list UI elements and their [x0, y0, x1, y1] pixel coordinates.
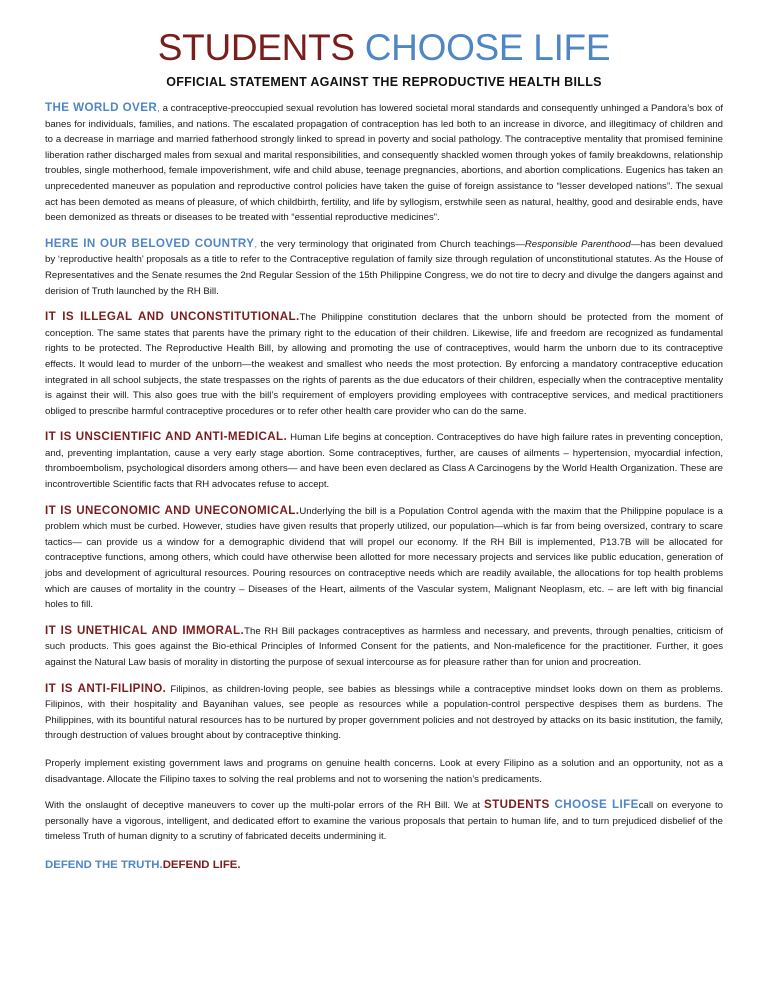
- final-slogan: [45, 859, 723, 871]
- paragraph-text: Filipinos, as children-loving people, see babies as blessings while a contraceptive mindset looks down on them as problems. Filipinos, with their hospitality and Bayanihan values, see people as resources while a population-control perspective despises them as burdens. The Philippines, with its bountiful natural resources has to be nurtured by proper government policies and not destroyed by attacks on its basic institution, the family, through destruction of values brought about by contraceptive thinking.: [45, 683, 723, 742]
- paragraph-text: The RH Bill packages contraceptives as harmless and necessary, and prevents, through penalties, criticism of such products. This goes against the Bio-ethical Principles of Informed Consent for the patients, and Non-maleficence for the practitioner. Further, it goes against the Natural Law basis of morality in distorting the purpose of sexual intercourse as for pleasure rather than for union and procreation.: [45, 625, 724, 668]
- paragraph-uneconomic: [45, 503, 723, 613]
- paragraph-text: —has been devalued by ‘reproductive health’ proposals as a title to refer to the Contraceptive regulation of family size through regulation of unconstitutional statutes. As the House of Representatives and the Senate resumes the 2nd Regular Session of the 15th Philippine Congress, we do not tire to decry and divulge the dangers against and derision of Truth launched by the RH Bill.: [45, 238, 723, 297]
- section-heading: IT IS ANTI-FILIPINO.: [45, 681, 167, 695]
- paragraph-text: a contraceptive-preoccupied sexual revolution has lowered societal moral standards and consequently unhinged a Pandora’s box of banes for individuals, families, and nations. The escalated propagation of contraception has led both to an increase in divorce, and illegitimacy of children and to a decrease in marriage and married fatherhood strongly linked to spread in poverty and social pathology. The contraceptive mentality that promised feminine liberation rather discharged males from sexual and marital responsibilities, and consequently shackled women through yokes of family breakdowns, relationship troubles, single motherhood, female impoverishment, wife and child abuse, teenage pregnancies, abortions, and abortion complications. Eugenics has taken an unprecedented maneuver as population and reproductive control policies have taken the guise of foreign assistance to “lesser developed nations”. The sexual act has been demoted as means of pleasure, of which childbirth, fertility, and life by syllogism, erstwhile seen as natural, healthy, good and desirable ends, have been demonized as threats or diseases to be treated with “essential reproductive medicines”.: [45, 103, 723, 224]
- document-page: [45, 28, 723, 882]
- paragraph-closing-1: Properly implement existing government laws and programs on genuine health concerns. Look at every Filipino as a solution and an opportunity, not as a disadvantage. Allocate the Filipino taxes to solving the real problems and not to worsening the nation’s predicaments.: [45, 757, 723, 785]
- paragraph-unethical: [45, 623, 723, 671]
- slogan-defend-life: DEFEND LIFE.: [162, 858, 241, 871]
- heading-separator: ,: [157, 103, 163, 114]
- section-heading: IT IS UNSCIENTIFIC AND ANTI-MEDICAL.: [45, 430, 288, 444]
- page-title: [45, 28, 723, 68]
- paragraph-unscientific: [45, 429, 723, 492]
- paragraph-text: The Philippine constitution declares that the unborn should be protected from the moment of conception. The same states that parents have the primary right to the education of their children. Likewise, life and freedom are recognized as fundamental rights to be protected. The Reproductive Health Bill, by allowing and promoting the use of contraceptives, would harm the unborn due to its contraceptive effects. It would lead to murder of the unborn—the weakest and smallest who needs the most protection. By enforcing a mandatory contraceptive education integrated in all school subjects, the state trespasses on the rights of parents as the due educators of their children, especially when the contraceptive mentality is against their will. This also goes true with the bill’s requirement of employers providing employees with contraceptive services, and medical practitioners obliged to prescribe harmful contraceptive procedures or to refer other health care provider who can do the same.: [45, 312, 723, 417]
- section-heading: IT IS ILLEGAL AND UNCONSTITUTIONAL.: [45, 310, 300, 324]
- title-part-choose-life: CHOOSE LIFE: [364, 27, 611, 68]
- paragraph-text: Underlying the bill is a Population Control agenda with the maxim that the Philippine populace is a problem which must be curbed. However, studies have given results that properly utilized, our population—which is far from being oversized, contrary to scare tactics— can provide us a window for a demographic dividend that will propel our economy. If the RH Bill is implemented, P13.7B will be allocated for contraceptive functions, among others, which could have otherwise been allotted for more necessary projects and services like public education, generation of jobs and development of agricultural resources. Pouring resources on contraceptive needs which are readily available, the allocations for top health problems which are causes of mortality in the country – Diseases of the Heart, ailments of the Vascular system, Malignant Neoplasm, etc. – are left with big financial holes to fill.: [45, 505, 723, 611]
- paragraph-anti-filipino: [45, 681, 723, 744]
- paragraph-text: the very terminology that originated from Church teachings—: [260, 238, 525, 250]
- section-heading: THE WORLD OVER: [45, 101, 158, 114]
- title-part-students: STUDENTS: [157, 27, 355, 68]
- org-name-students: STUDENTS: [483, 798, 555, 812]
- section-heading: IT IS UNETHICAL AND IMMORAL.: [45, 623, 245, 637]
- italic-term: Responsible Parenthood: [524, 238, 631, 250]
- section-heading: HERE IN OUR BELOVED COUNTRY: [45, 236, 255, 250]
- paragraph-illegal: [45, 309, 723, 419]
- paragraph-text: call on everyone to personally have a vigorous, intelligent, and dedicated effort to examine the various proposals that pertain to human life, and to turn prejudiced disbelief of the timeless Truth of human dignity to a scrutiny of fabricated deceits undermining it.: [45, 800, 723, 843]
- org-name-choose-life: CHOOSE LIFE: [554, 798, 639, 812]
- slogan-defend-truth: DEFEND THE TRUTH.: [45, 858, 163, 871]
- paragraph-text: With the onslaught of deceptive maneuvers to cover up the multi-polar errors of the RH Bill. We at: [45, 800, 484, 812]
- paragraph-world-over: [45, 100, 723, 226]
- page-subtitle: OFFICIAL STATEMENT AGAINST THE REPRODUCTIVE HEALTH BILLS: [166, 75, 602, 89]
- heading-separator: ,: [254, 238, 261, 250]
- paragraph-closing-2: [45, 797, 723, 845]
- paragraph-beloved-country: [45, 236, 723, 299]
- section-heading: IT IS UNECONOMIC AND UNECONOMICAL.: [45, 503, 300, 517]
- paragraph-text: Human Life begins at conception. Contraceptives do have high failure rates in preventing conception, and, preventing implantation, cause a very early stage abortion. Some contraceptives, further, are causes of ailments – hypertension, myocardial infection, thromboembolism, psychological disorders among others— and have been even declared as Class A Carcinogens by the World Health Organization. These are incontrovertible Scientific facts that RH advocates refuse to accept.: [45, 432, 723, 491]
